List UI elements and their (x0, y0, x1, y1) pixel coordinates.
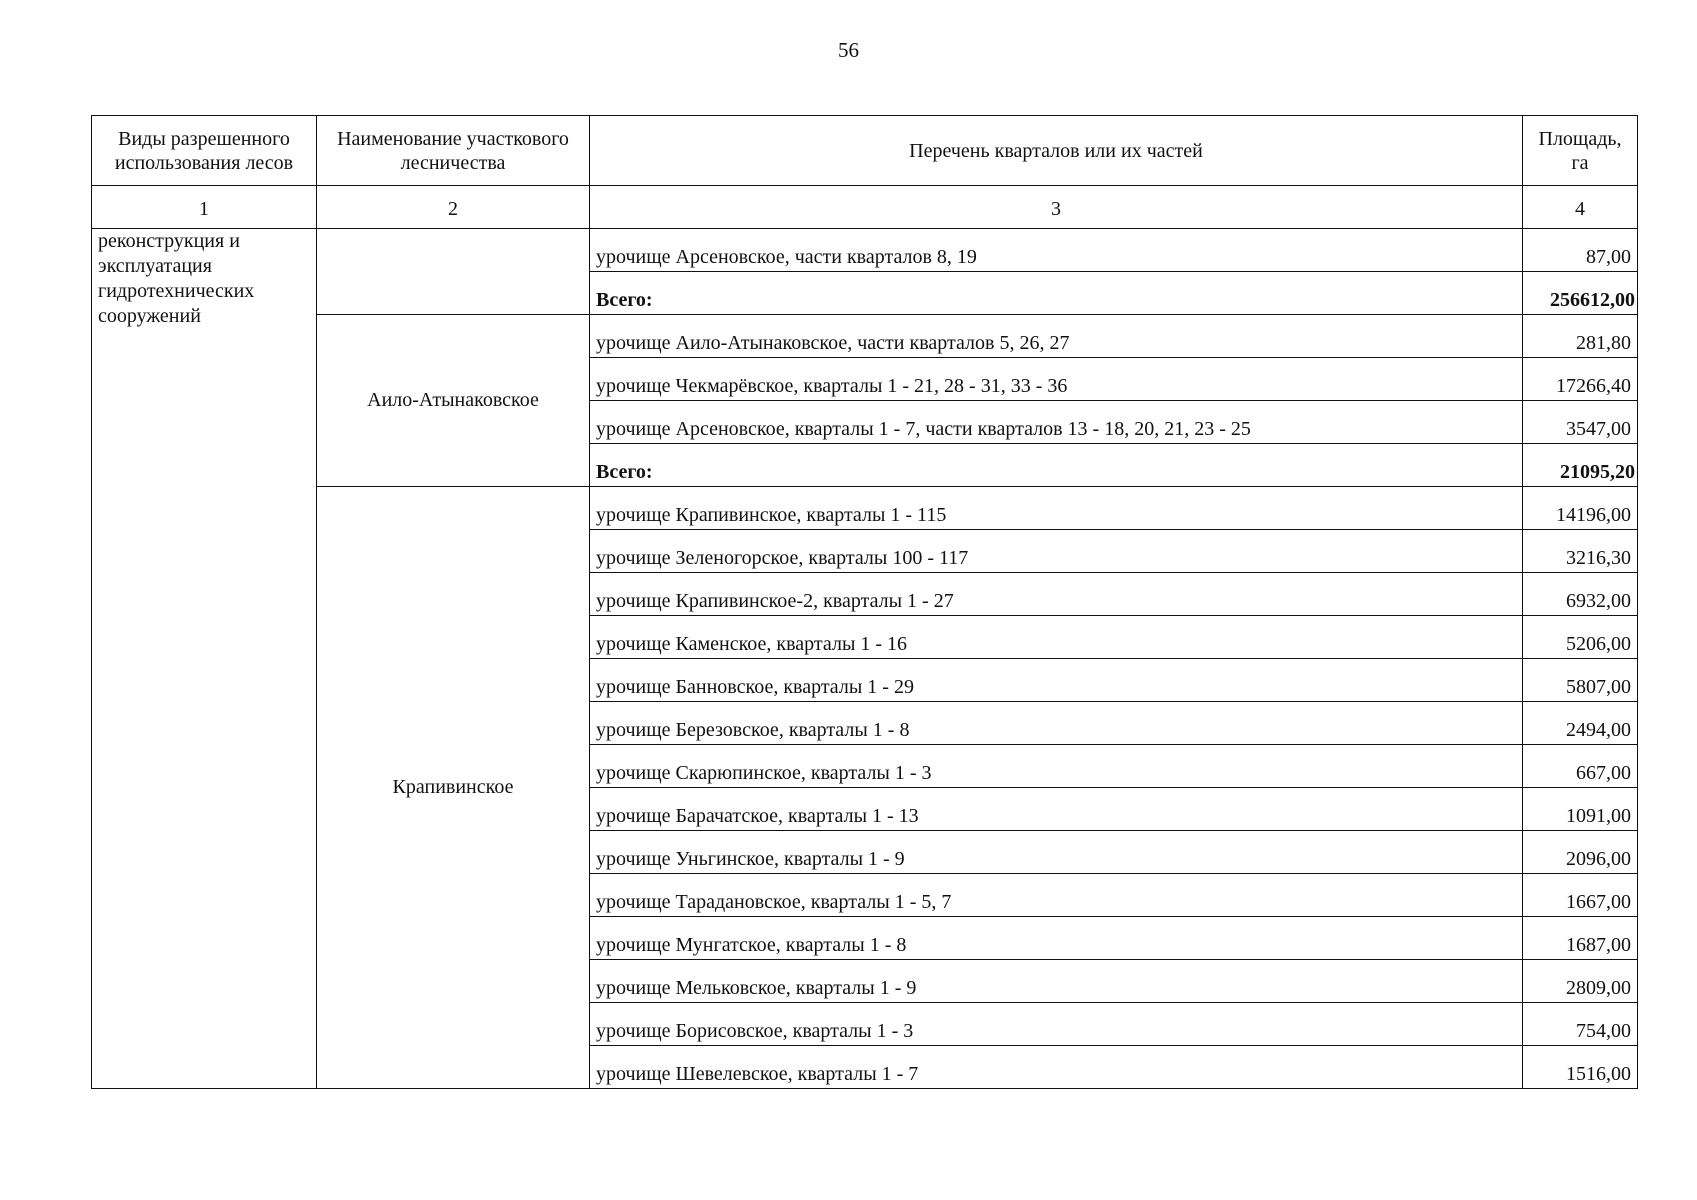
page-number: 56 (838, 38, 859, 62)
forestry-cell: Аило-Атынаковское (317, 315, 590, 487)
header-area: Площадь, га (1523, 116, 1638, 186)
column-number-4: 4 (1523, 186, 1638, 229)
column-number-row (92, 186, 1638, 229)
quarters-cell: урочище Арсеновское, кварталы 1 - 7, части кварталов 13 - 18, 20, 21, 23 - 25 (590, 401, 1523, 444)
quarters-cell: урочище Арсеновское, части кварталов 8, 19 (590, 229, 1523, 272)
table-row (92, 229, 1638, 272)
quarters-cell: урочище Скарюпинское, кварталы 1 - 3 (590, 745, 1523, 788)
use-type-cell: реконструкция и эксплуатация гидротехнических сооружений (92, 229, 317, 1089)
area-cell: 1516,00 (1523, 1046, 1638, 1089)
forestry-cell (317, 229, 590, 315)
total-area: 21095,20 (1523, 444, 1638, 487)
quarters-cell: урочище Шевелевское, кварталы 1 - 7 (590, 1046, 1523, 1089)
header-use-type: Виды разрешенного использования лесов (92, 116, 317, 186)
total-label: Всего: (590, 444, 1523, 487)
area-cell: 2494,00 (1523, 702, 1638, 745)
area-cell: 2096,00 (1523, 831, 1638, 874)
area-cell: 17266,40 (1523, 358, 1638, 401)
quarters-cell: урочище Борисовское, кварталы 1 - 3 (590, 1003, 1523, 1046)
area-cell: 667,00 (1523, 745, 1638, 788)
forestry-cell: Крапивинское (317, 487, 590, 1089)
quarters-cell: урочище Аило-Атынаковское, части кварталов 5, 26, 27 (590, 315, 1523, 358)
table-header-row (92, 116, 1638, 186)
quarters-cell: урочище Барачатское, кварталы 1 - 13 (590, 788, 1523, 831)
area-cell: 5807,00 (1523, 659, 1638, 702)
area-cell: 87,00 (1523, 229, 1638, 272)
area-cell: 1687,00 (1523, 917, 1638, 960)
forest-quarters-table (91, 115, 1638, 1089)
quarters-cell: урочище Мельковское, кварталы 1 - 9 (590, 960, 1523, 1003)
header-quarters: Перечень кварталов или их частей (590, 116, 1523, 186)
area-cell: 3547,00 (1523, 401, 1638, 444)
table-row (92, 487, 1638, 530)
area-cell: 6932,00 (1523, 573, 1638, 616)
quarters-cell: урочище Березовское, кварталы 1 - 8 (590, 702, 1523, 745)
quarters-cell: урочище Крапивинское, кварталы 1 - 115 (590, 487, 1523, 530)
column-number-3: 3 (590, 186, 1523, 229)
area-cell: 754,00 (1523, 1003, 1638, 1046)
total-label: Всего: (590, 272, 1523, 315)
quarters-cell: урочище Уньгинское, кварталы 1 - 9 (590, 831, 1523, 874)
header-forestry: Наименование участкового лесничества (317, 116, 590, 186)
table-row (92, 315, 1638, 358)
column-number-2: 2 (317, 186, 590, 229)
area-cell: 3216,30 (1523, 530, 1638, 573)
quarters-cell: урочище Банновское, кварталы 1 - 29 (590, 659, 1523, 702)
column-number-1: 1 (92, 186, 317, 229)
area-cell: 5206,00 (1523, 616, 1638, 659)
area-cell: 2809,00 (1523, 960, 1638, 1003)
total-area: 256612,00 (1523, 272, 1638, 315)
quarters-cell: урочище Мунгатское, кварталы 1 - 8 (590, 917, 1523, 960)
area-cell: 14196,00 (1523, 487, 1638, 530)
quarters-cell: урочище Зеленогорское, кварталы 100 - 117 (590, 530, 1523, 573)
area-cell: 1667,00 (1523, 874, 1638, 917)
quarters-cell: урочище Тараданoвское, кварталы 1 - 5, 7 (590, 874, 1523, 917)
area-cell: 281,80 (1523, 315, 1638, 358)
area-cell: 1091,00 (1523, 788, 1638, 831)
quarters-cell: урочище Каменское, кварталы 1 - 16 (590, 616, 1523, 659)
quarters-cell: урочище Крапивинское-2, кварталы 1 - 27 (590, 573, 1523, 616)
quarters-cell: урочище Чекмарёвское, кварталы 1 - 21, 28 - 31, 33 - 36 (590, 358, 1523, 401)
